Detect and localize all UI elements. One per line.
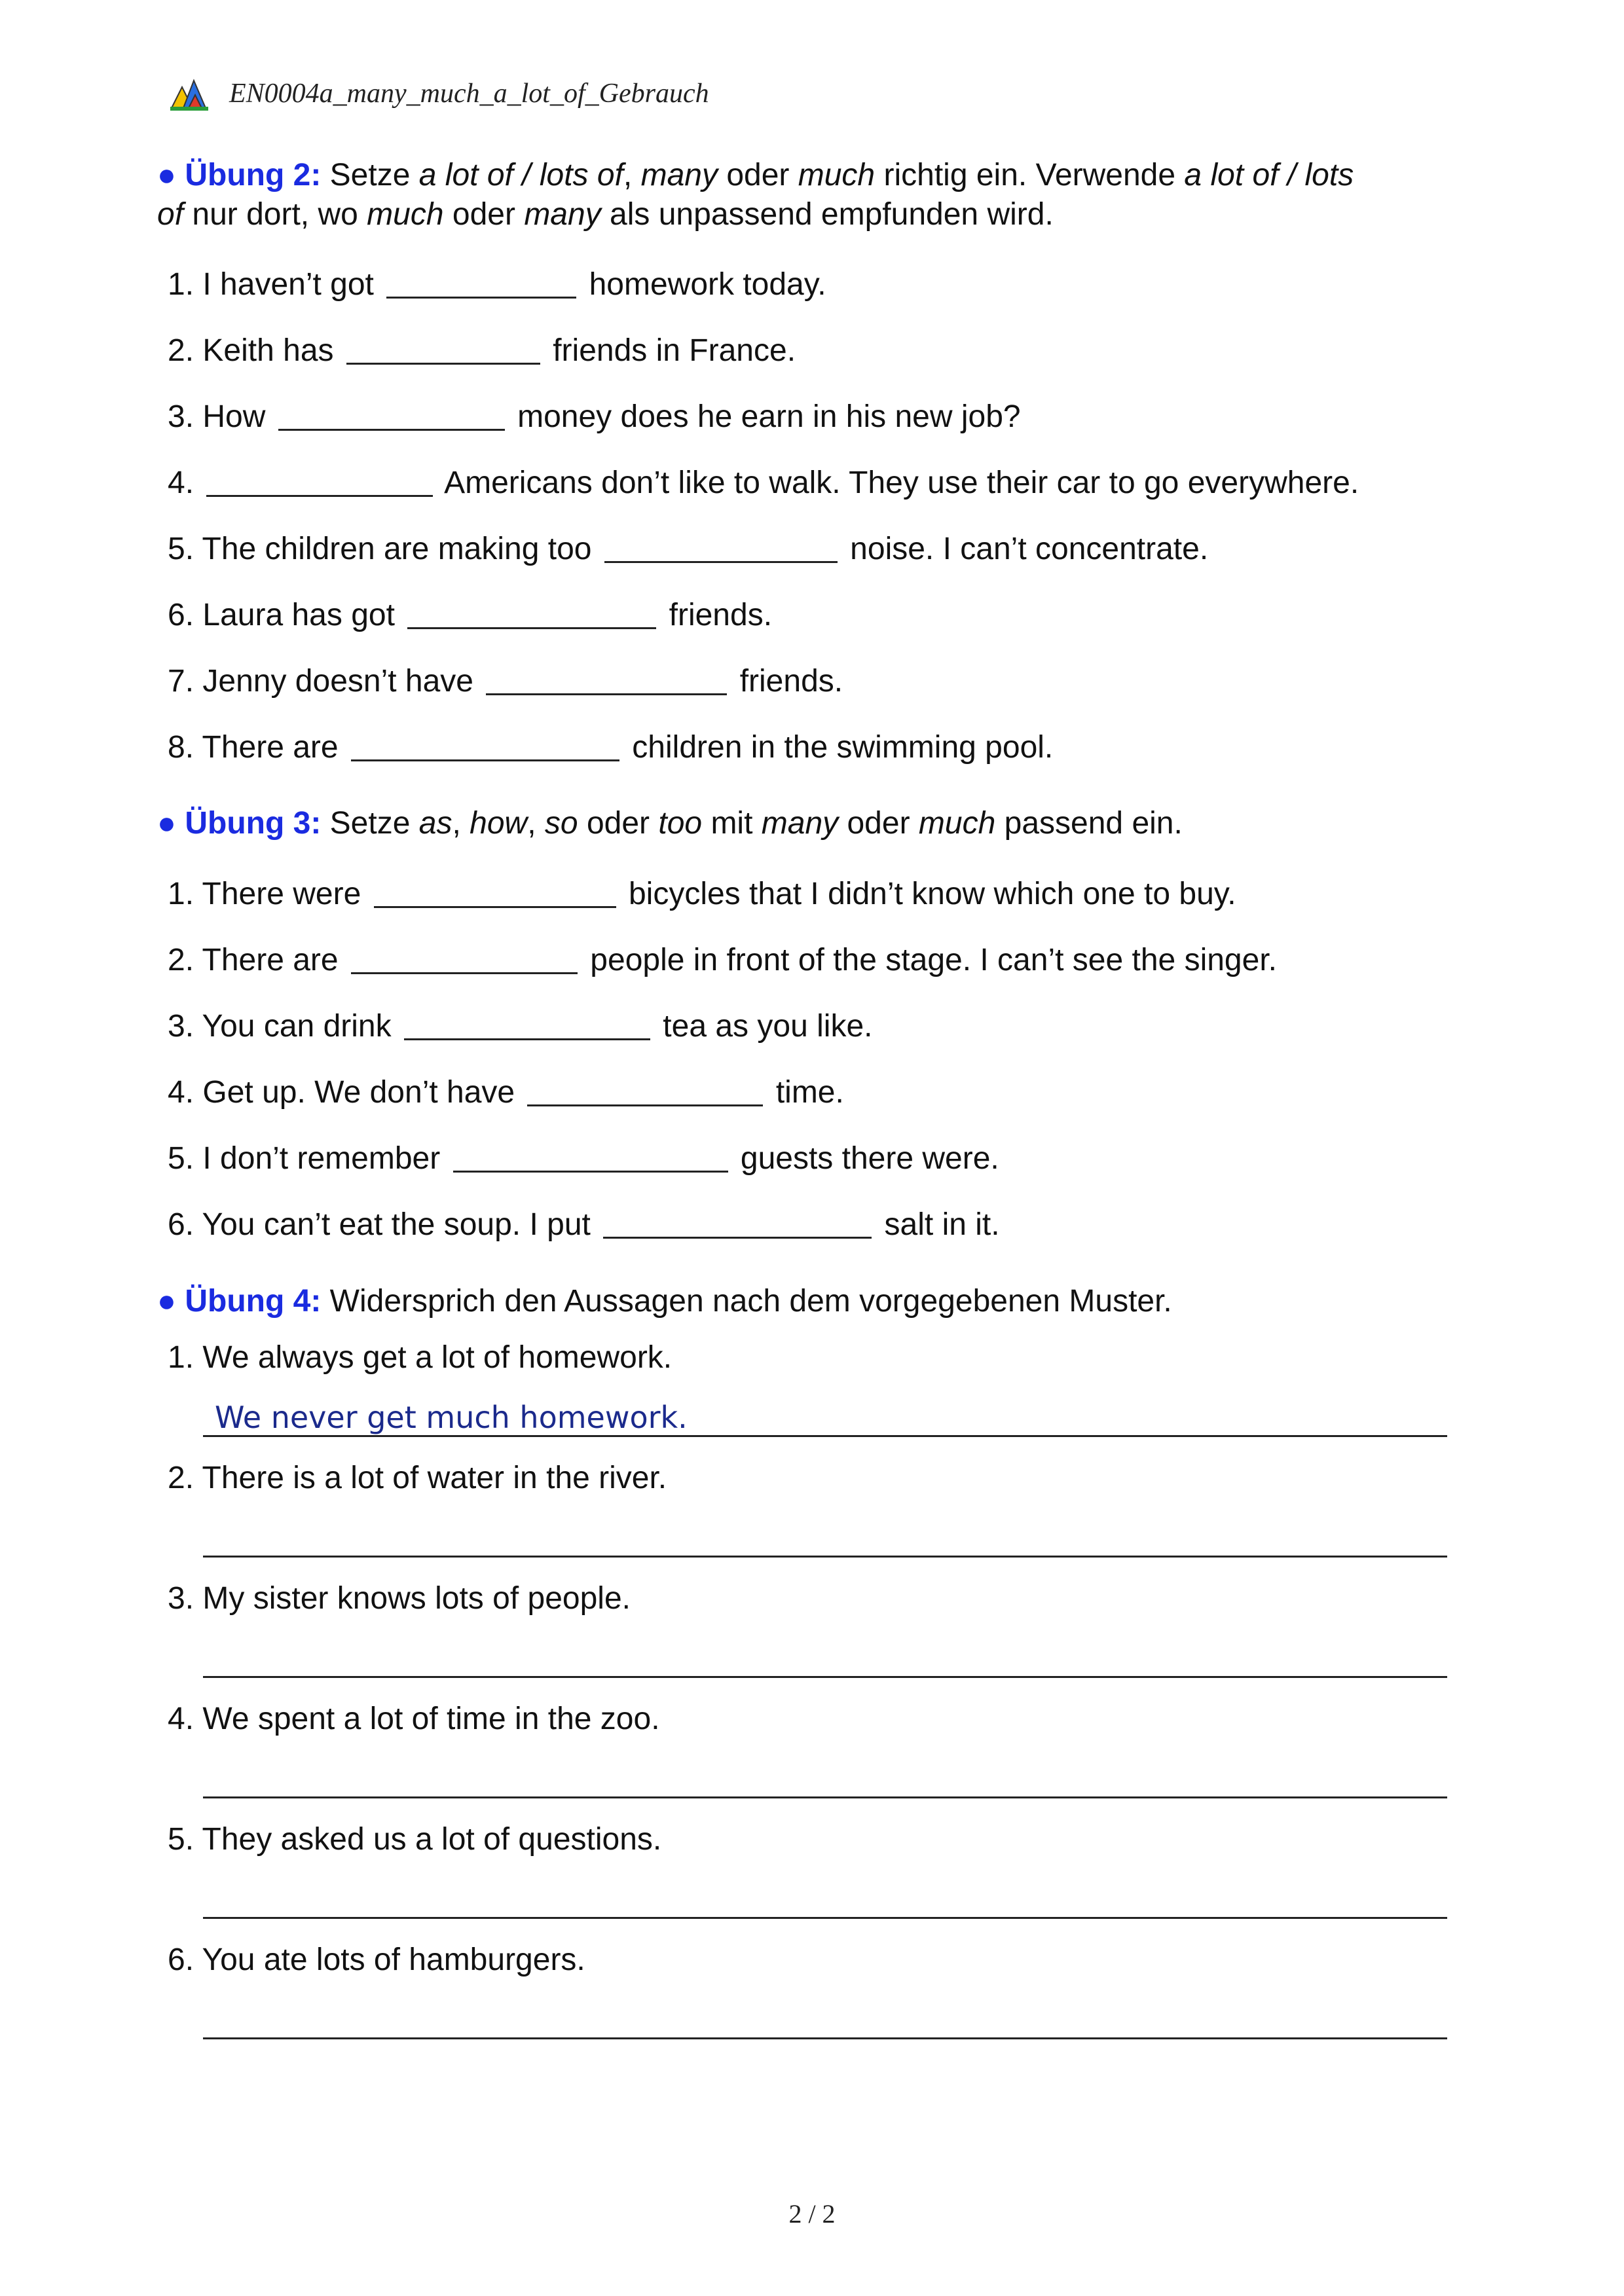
item-number: 2. (168, 1461, 194, 1495)
item-text-after: homework today. (589, 267, 826, 302)
item-text: We spent a lot of time in the zoo. (202, 1702, 660, 1736)
instruction-term: many (761, 806, 839, 841)
answer-blank[interactable] (386, 270, 576, 299)
answer-blank[interactable] (206, 469, 433, 497)
item-text-after: friends. (669, 598, 773, 632)
instruction-text: oder (586, 806, 650, 841)
bullet-icon: ● (157, 1284, 176, 1319)
exercise-3-instruction (157, 804, 1447, 843)
instruction-text: passend ein. (1004, 806, 1183, 841)
item-number: 3. (168, 399, 194, 434)
answer-line[interactable] (203, 1556, 1447, 1558)
item-text-before: There are (202, 730, 339, 765)
instruction-text: , (527, 806, 536, 841)
item-number: 5. (168, 532, 194, 566)
item-number: 4. (168, 465, 194, 500)
instruction-text: Widersprich den Aussagen nach dem vorgegebenen Muster. (329, 1284, 1172, 1319)
instruction-text: oder (847, 806, 910, 841)
item-text-before: I don’t remember (202, 1141, 441, 1176)
answer-blank[interactable] (486, 667, 727, 695)
instruction-text: , (623, 158, 633, 192)
item-number: 1. (168, 877, 194, 911)
bullet-icon: ● (157, 806, 176, 841)
answer-line[interactable] (203, 1917, 1447, 1919)
item-number: 8. (168, 730, 194, 765)
item-text-after: guests there were. (740, 1141, 999, 1176)
item-text: They asked us a lot of questions. (202, 1822, 662, 1857)
item-text-before: Jenny doesn’t have (202, 664, 473, 699)
instruction-term: much (798, 158, 876, 192)
item-text-before: I haven’t got (202, 267, 374, 302)
exercise-2-item (168, 662, 843, 701)
item-text-before: There are (202, 943, 339, 977)
instruction-text: oder (726, 158, 790, 192)
instruction-term: a lot of / lots (1184, 158, 1354, 192)
item-text-before: You can’t eat the soup. I put (202, 1207, 591, 1242)
item-text-after: children in the swimming pool. (632, 730, 1054, 765)
instruction-term: so (544, 806, 578, 841)
exercise-4-item (168, 1700, 660, 1739)
item-text-before: There were (202, 877, 361, 911)
item-text: There is a lot of water in the river. (202, 1461, 667, 1495)
answer-blank[interactable] (604, 535, 838, 563)
instruction-text: nur dort, wo (192, 197, 358, 232)
item-number: 6. (168, 1942, 194, 1977)
instruction-term: a lot of / lots of (418, 158, 623, 192)
item-number: 4. (168, 1702, 194, 1736)
answer-line[interactable] (203, 2037, 1447, 2039)
item-number: 3. (168, 1581, 194, 1616)
instruction-term: as (418, 806, 452, 841)
answer-blank[interactable] (351, 733, 619, 761)
page-number: 2 / 2 (788, 2199, 836, 2229)
item-text-after: bicycles that I didn’t know which one to buy. (628, 877, 1236, 911)
exercise-4-item (168, 1820, 661, 1859)
exercise-2-instruction (157, 156, 1447, 234)
exercise-4-label: Übung 4: (185, 1284, 322, 1319)
item-number: 3. (168, 1009, 194, 1044)
answer-line[interactable] (203, 1796, 1447, 1798)
item-text-after: money does he earn in his new job? (517, 399, 1021, 434)
item-text-after: tea as you like. (663, 1009, 873, 1044)
instruction-term: much (367, 197, 444, 232)
instruction-text: richtig ein. Verwende (883, 158, 1176, 192)
answer-blank[interactable] (527, 1078, 763, 1106)
exercise-2-item (168, 464, 1359, 503)
item-text-before: Laura has got (202, 598, 395, 632)
instruction-text: oder (452, 197, 515, 232)
exercise-3-item (168, 941, 1277, 980)
item-number: 1. (168, 1340, 194, 1375)
exercise-4-item (168, 1338, 672, 1377)
exercise-2-item (168, 530, 1208, 569)
item-number: 2. (168, 943, 194, 977)
exercise-3-item (168, 1007, 872, 1046)
logo-icon (169, 75, 210, 112)
answer-blank[interactable] (346, 337, 540, 365)
instruction-term: many (640, 158, 718, 192)
document-header (169, 71, 709, 117)
item-text-before: Keith has (202, 333, 334, 368)
instruction-term: too (658, 806, 703, 841)
instruction-term: of (157, 197, 184, 232)
answer-blank[interactable] (603, 1211, 872, 1239)
item-number: 4. (168, 1075, 194, 1110)
answer-blank[interactable] (453, 1144, 728, 1173)
exercise-4-item (168, 1579, 631, 1618)
exercise-2-item (168, 728, 1053, 767)
item-number: 5. (168, 1822, 194, 1857)
answer-line[interactable] (203, 1435, 1447, 1437)
exercise-2-item (168, 331, 796, 371)
item-text-after: salt in it. (884, 1207, 1000, 1242)
answer-blank[interactable] (351, 946, 578, 974)
instruction-term: how (470, 806, 528, 841)
exercise-2-item (168, 397, 1021, 437)
exercise-3-item (168, 875, 1236, 914)
item-text-after: time. (775, 1075, 844, 1110)
instruction-text: Setze (329, 806, 411, 841)
exercise-3-item (168, 1073, 844, 1112)
exercise-4-item (168, 1459, 667, 1498)
instruction-text: Setze (329, 158, 411, 192)
answer-blank[interactable] (374, 880, 616, 908)
bullet-icon: ● (157, 158, 176, 192)
item-text-after: people in front of the stage. I can’t see the singer. (590, 943, 1277, 977)
item-number: 7. (168, 664, 194, 699)
exercise-3-item (168, 1205, 1000, 1245)
answer-blank[interactable] (407, 601, 656, 629)
document-id: EN0004a_many_much_a_lot_of_Gebrauch (229, 79, 709, 109)
answer-blank[interactable] (404, 1012, 650, 1040)
item-number: 6. (168, 598, 194, 632)
item-text-after: friends in France. (553, 333, 796, 368)
exercise-3-item (168, 1139, 999, 1178)
instruction-text: , (452, 806, 461, 841)
answer-line[interactable] (203, 1676, 1447, 1678)
answer-blank[interactable] (278, 403, 505, 431)
exercise-4-instruction (157, 1282, 1447, 1321)
item-number: 6. (168, 1207, 194, 1242)
example-answer: We never get much homework. (215, 1400, 688, 1435)
item-number: 1. (168, 267, 194, 302)
instruction-text: mit (710, 806, 753, 841)
item-number: 2. (168, 333, 194, 368)
exercise-2-label: Übung 2: (185, 158, 322, 192)
item-text-after: Americans don’t like to walk. They use their car to go everywhere. (444, 465, 1359, 500)
item-text: We always get a lot of homework. (202, 1340, 673, 1375)
exercise-2-item (168, 265, 826, 304)
instruction-term: many (524, 197, 601, 232)
item-text-before: How (202, 399, 266, 434)
exercise-2-item (168, 596, 772, 635)
instruction-term: much (918, 806, 996, 841)
item-text-after: friends. (739, 664, 843, 699)
item-text-after: noise. I can’t concentrate. (850, 532, 1209, 566)
item-text-before: Get up. We don’t have (202, 1075, 515, 1110)
item-number: 5. (168, 1141, 194, 1176)
item-text: My sister knows lots of people. (202, 1581, 631, 1616)
item-text: You ate lots of hamburgers. (202, 1942, 585, 1977)
item-text-before: You can drink (202, 1009, 392, 1044)
item-text-before: The children are making too (202, 532, 592, 566)
exercise-3-label: Übung 3: (185, 806, 322, 841)
exercise-4-item (168, 1941, 585, 1980)
instruction-text: als unpassend empfunden wird. (610, 197, 1054, 232)
